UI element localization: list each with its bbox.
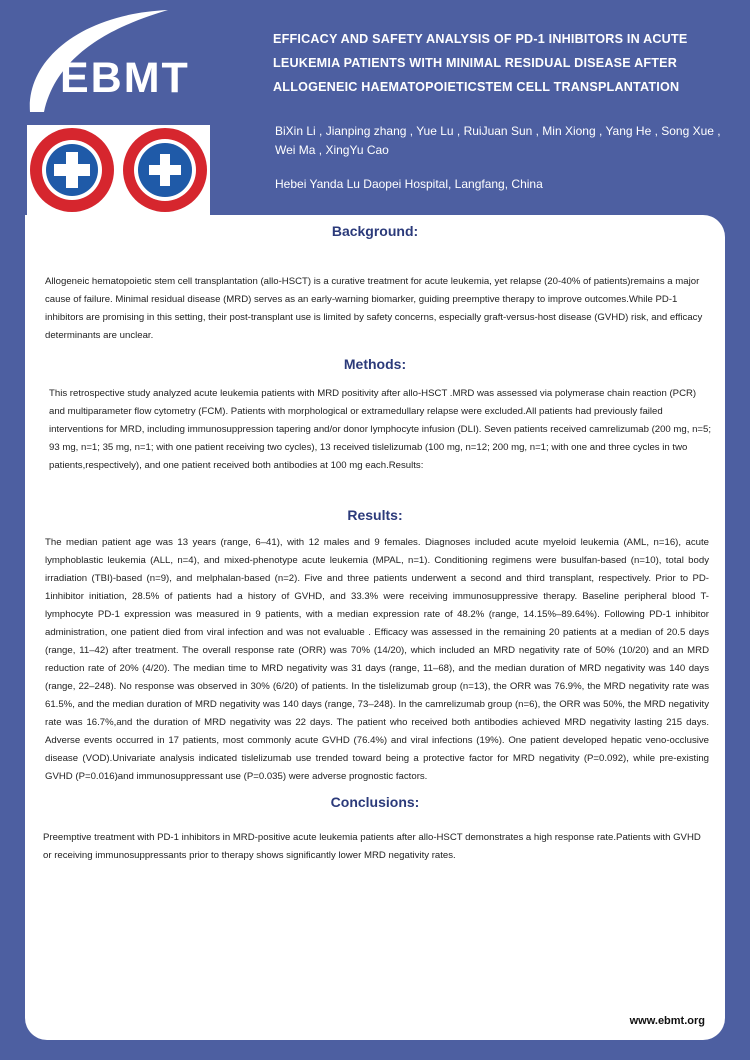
conclusions-heading: Conclusions: xyxy=(330,794,420,810)
hebei-yanda-hospital-seal-icon xyxy=(120,125,210,215)
author-list: BiXin Li , Jianping zhang , Yue Lu , RuiJuan Sun , Min Xiong , Yang He , Song Xue , Wei Ma , XingYu Cao xyxy=(275,124,721,157)
lu-daopei-medical-seal-icon xyxy=(27,125,117,215)
results-heading: Results: xyxy=(347,507,403,523)
content-panel xyxy=(25,215,725,1040)
background-heading: Background: xyxy=(331,223,419,239)
affiliation: Hebei Yanda Lu Daopei Hospital, Langfang, China xyxy=(275,177,543,191)
poster-header xyxy=(0,0,750,215)
ebmt-logo xyxy=(18,2,218,122)
hospital-seals xyxy=(27,125,210,215)
poster-title: EFFICACY AND SAFETY ANALYSIS OF PD-1 INHIBITORS IN ACUTE LEUKEMIA PATIENTS WITH MINIMAL RESIDUAL DISEASE AFTER ALLOGENEIC HAEMATOPOIETICSTEM CELL TRANSPLANTATION xyxy=(273,32,688,94)
methods-text: This retrospective study analyzed acute leukemia patients with MRD positivity after allo-HSCT .MRD was assessed via polymerase chain reaction (PCR) and multiparameter flow cytometry (FCM). Patients with morphological or extramedullary relapse were excluded.All patients had previously failed interventions for MRD, including immunosuppression tapering and/or donor lymphocyte infusion (DLI). Seven patients received camrelizumab (200 mg, n=5; 93 mg, n=1; 35 mg, n=1; with one patient receiving two cycles), 13 received tislelizumab (100 mg, n=12; 200 mg, n=1; with one and three cycles in two patients,respectively), and one patient received both antibodies at 100 mg each.Results: xyxy=(49,388,712,471)
logo-text: EBMT xyxy=(60,54,190,102)
ebmt-website-link[interactable]: www.ebmt.org xyxy=(629,1015,705,1027)
results-text: The median patient age was 13 years (range, 6–41), with 12 males and 9 females. Diagnoses included acute myeloid leukemia (AML, n=16), acute lymphoblastic leukemia (ALL, n=4), and mixed-phenotype acute leukemia (MPAL, n=1). Conditioning regimens were busulfan-based (n=10), total body irradiation (TBI)-based (n=9), and melphalan-based (n=2). Five and three patients underwent a second and third transplant, respectively. Prior to PD-1inhibitor initiation, 28.5% of patients had a history of GVHD, and 33.3% were receiving immunosuppressive therapy. Baseline peripheral blood T-lymphocyte PD-1 expression was measured in 9 patients, with a median expression rate of 48.2% (range, 14.15%–89.64%). Following PD-1 inhibitor administration, one patient died from viral infection and was not evaluable . Efficacy was assessed in the remaining 20 patients at a median of 20.5 days (range, 11–42) after treatment. The overall response rate (ORR) was 70% (14/20), which included an MRD negativity rate of 50% (10/20) and an MRD reduction rate of 20% (4/20). The median time to MRD negativity was 31 days (range, 11–68), and the median duration of MRD negativity was 140 days (range, 22–248). No response was observed in 30% (6/20) of patients. In the tislelizumab group (n=13), the ORR was 76.9%, the MRD negativity rate was 61.5%, and the median duration of MRD negativity was 140 days (range, 73–248). In the camrelizumab group (n=6), the ORR was 50%, the MRD negativity rate was 16.7%,and the duration of MRD negativity was 22 days. The patient who received both antibodies achieved MRD negativity lasting 215 days. Adverse events occurred in 17 patients, most commonly acute GVHD (76.4%) and viral infections (19%). One patient developed hepatic veno-occlusive disease (VOD).Univariate analysis indicated tislelizumab use trended toward being a protective factor for MRD negativity (P=0.092), while pre-existing GVHD (P=0.016)and immunosuppressant use (P=0.035) were adverse prognostic factors. xyxy=(45,537,709,782)
background-text: Allogeneic hematopoietic stem cell transplantation (allo-HSCT) is a curative treatment for acute leukemia, yet relapse (20-40% of patients)remains a major cause of failure. Minimal residual disease (MRD) serves as an early-warning biomarker, guiding preemptive therapy to improve outcomes.While PD-1 inhibitors are promising in this setting, their post-transplant use is limited by safety concerns, especially graft-versus-host disease (GVHD) risk, and efficacy determinants are unclear. xyxy=(45,276,703,341)
conclusions-text: Preemptive treatment with PD-1 inhibitors in MRD-positive acute leukemia patients after allo-HSCT demonstrates a high response rate.Patients with GVHD or receiving immunosuppressants prior to therapy shows significantly lower MRD negativity rates. xyxy=(43,832,701,861)
methods-heading: Methods: xyxy=(343,356,407,372)
